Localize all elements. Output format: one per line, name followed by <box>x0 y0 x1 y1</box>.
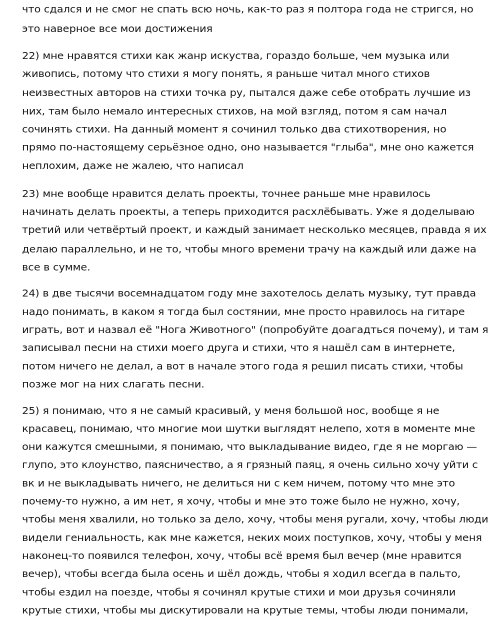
text-line: записывал песни на стихи моего друга и стихи, что я нашёл сам в интернете, <box>22 342 456 354</box>
text-line: чтобы меня хвалили, но только за дело, хочу, чтобы меня ругали, хочу, чтобы люди <box>22 514 489 526</box>
text-line: 22) мне нравятся стихи как жанр искуства, гораздо больше, чем музыка или <box>22 50 450 62</box>
text-line: неизвестных авторов на стихи точка ру, пытался даже себе отобрать лучшие из <box>22 88 471 99</box>
text-line: почему-то нужно, а им нет, я хочу, чтобы и мне это тоже было не нужно, хочу, <box>22 496 460 508</box>
text-line: живопись, потому что стихи я могу понять, я раньше читал много стихов <box>22 68 430 80</box>
text-line: что сдался и не смог не спать всю ночь, как-то раз я полтора года не стригся, но <box>22 4 474 16</box>
text-line: прямо по-настоящему серьёзное одно, оно называется "глыба", мне оно кажется <box>22 142 474 154</box>
text-line: делаю параллельно, и не то, чтобы много времени трачу на каждый или даже на <box>22 244 477 255</box>
text-line: красавец, понимаю, что многие мои шутки выглядят нелепо, хотя в моменте мне <box>22 423 476 435</box>
text-line: крутые стихи, чтобы мы дискутировали на крутые темы, чтобы люди понимали, <box>22 605 469 617</box>
text-line: все в сумме. <box>22 262 91 274</box>
text-line: 23) мне вообще нравится делать проекты, точнее раньше мне нравилось <box>22 188 431 200</box>
text-line: видели гениальность, как мне кажется, неких моих поступков, хочу, чтобы у меня <box>22 532 482 544</box>
text-line: вечер), чтобы всегда была осень и шёл дождь, чтобы я ходил всегда в пальто, <box>22 568 461 580</box>
text-line: они кажутся смешными, я понимаю, что выкладывание видео, где я не моргаю — <box>22 441 478 453</box>
text-line: начинать делать проекты, а теперь приходится расхлёбывать. Уже я доделываю <box>22 206 475 218</box>
text-line: потом ничего не делал, а вот в начале этого года я решил писать стихи, чтобы <box>22 361 464 373</box>
text-line: вк и не выкладывать ничего, не делиться ни с кем ничем, потому что мне это <box>22 478 456 490</box>
text-line: играть, вот и назвал её "Нога Животного" (попробуйте доагадться почему), и там я <box>22 324 489 336</box>
text-line: них, там было немало интересных стихов, на мой взгляд, потом я сам начал <box>22 106 447 118</box>
text-line: позже мог на них слагать песни. <box>22 379 205 391</box>
text-line: глупо, это клоунство, паясничество, а я грязный паяц, я очень сильно хочу уйти с <box>22 460 478 471</box>
text-line: это наверное все мои достижения <box>22 23 213 35</box>
text-line: наконец-то появился телефон, хочу, чтобы всё время был вечер (мне нравится <box>22 550 462 562</box>
text-line: 24) в две тысячи восемнадцатом году мне захотелось делать музыку, тут правда <box>22 288 476 300</box>
text-line: надо понимать, в каком я тогда был состянии, мне просто нравилось на гитаре <box>22 306 465 318</box>
text-line: третий или четвёртый проект, и каждый занимает несколько месяцев, правда я их <box>22 225 487 236</box>
text-line: сочинять стихи. На данный момент я сочинил только два стихотворения, но <box>22 124 447 136</box>
text-line: 25) я понимаю, что я не самый красивый, у меня большой нос, вообще я не <box>22 405 440 417</box>
text-line: чтобы ездил на поезде, чтобы я сочинял крутые стихи и мои друзья сочиняли <box>22 587 456 598</box>
text-line: неплохим, даже не жалею, что написал <box>22 160 244 172</box>
